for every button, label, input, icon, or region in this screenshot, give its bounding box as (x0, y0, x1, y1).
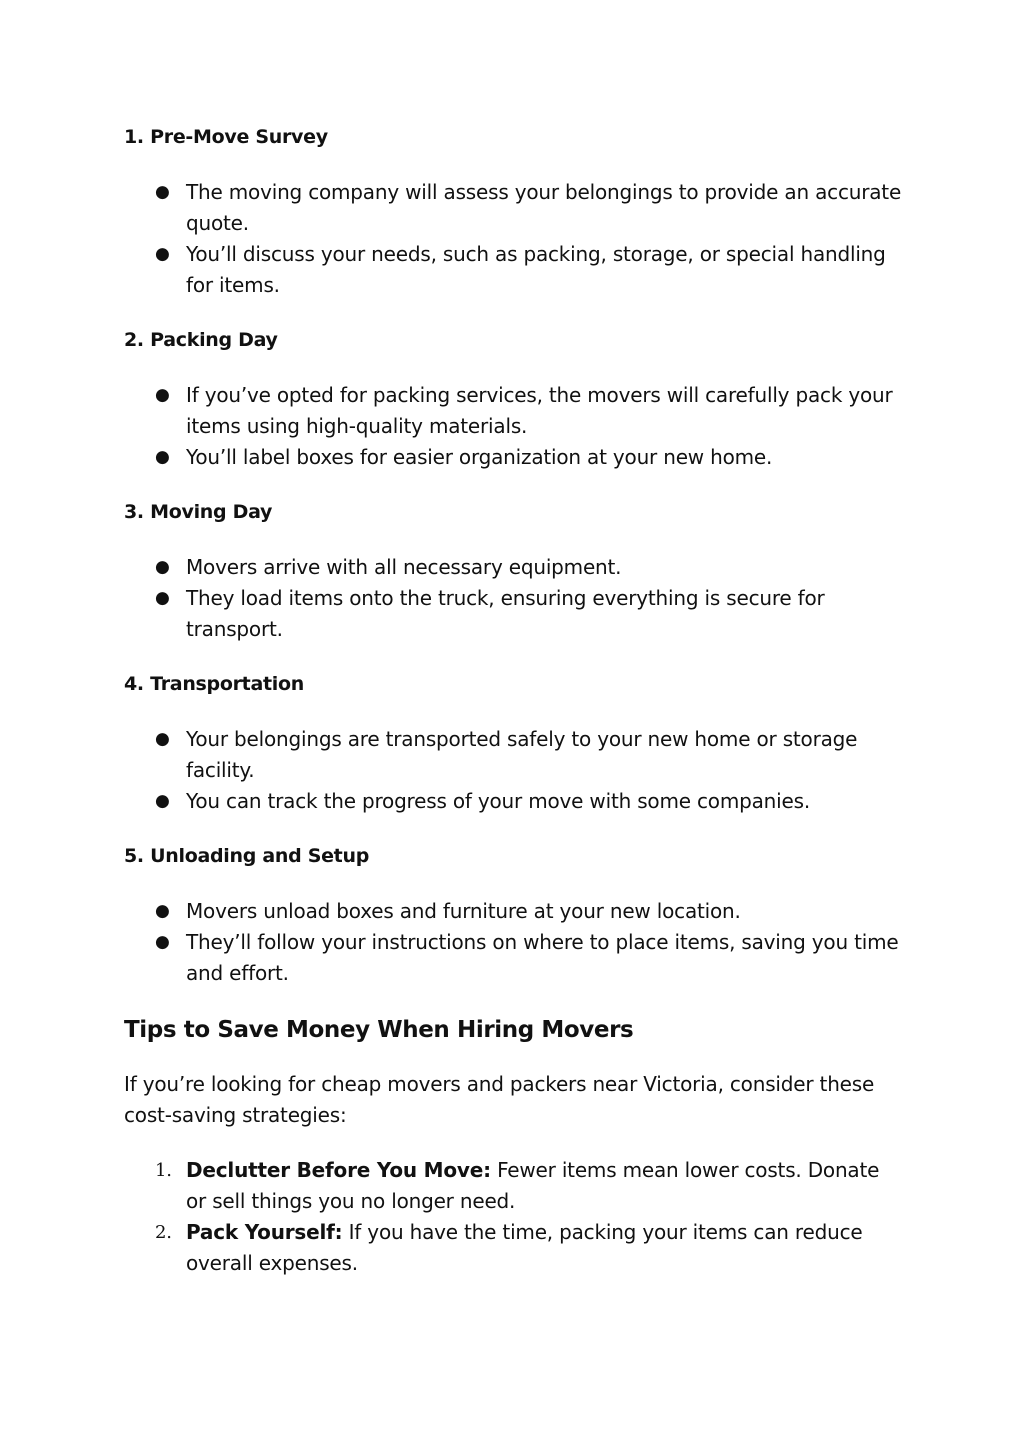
bullet-list (124, 896, 904, 989)
bullet-icon: ● (155, 729, 170, 749)
tip-text: Fewer items mean lower costs. Donate or sell things you no longer need. (186, 1158, 880, 1213)
list-item-text: You can track the progress of your move with some companies. (186, 789, 810, 813)
list-item-text: They’ll follow your instructions on where to place items, saving you time and effort. (186, 930, 899, 985)
list-item-text: You’ll label boxes for easier organization at your new home. (186, 445, 773, 469)
list-item (124, 552, 904, 583)
list-item-text: Movers unload boxes and furniture at your new location. (186, 899, 741, 923)
list-item-text: The moving company will assess your belongings to provide an accurate quote. (186, 180, 902, 235)
bullet-list (124, 552, 904, 645)
list-item (124, 442, 904, 473)
list-item (124, 583, 904, 645)
numbered-list-item (124, 1217, 904, 1279)
list-item-text: You’ll discuss your needs, such as packing, storage, or special handling for items. (186, 242, 886, 297)
section-title-tips: Tips to Save Money When Hiring Movers (124, 1017, 634, 1043)
bullet-icon: ● (155, 557, 170, 577)
tip-text: If you have the time, packing your items can reduce overall expenses. (186, 1220, 863, 1275)
list-item (124, 380, 904, 442)
bullet-icon: ● (155, 244, 170, 264)
bullet-icon: ● (155, 588, 170, 608)
step-heading-packing-day: 2. Packing Day (124, 329, 278, 351)
bullet-list (124, 724, 904, 817)
bullet-icon: ● (155, 791, 170, 811)
list-item (124, 927, 904, 989)
list-item-text: If you’ve opted for packing services, the movers will carefully pack your items using high-quality materials. (186, 383, 893, 438)
tip-bold-lead: Pack Yourself: (186, 1220, 343, 1244)
step-heading-unloading-setup: 5. Unloading and Setup (124, 845, 369, 867)
list-item (124, 724, 904, 786)
numbered-list (124, 1155, 904, 1279)
bullet-icon: ● (155, 182, 170, 202)
list-item-text: They load items onto the truck, ensuring everything is secure for transport. (186, 586, 825, 641)
step-heading-moving-day: 3. Moving Day (124, 501, 273, 523)
bullet-icon: ● (155, 447, 170, 467)
bullet-list (124, 177, 904, 301)
list-number: 1. (155, 1160, 172, 1181)
bullet-list (124, 380, 904, 473)
list-item (124, 239, 904, 301)
list-item (124, 177, 904, 239)
numbered-list-item (124, 1155, 904, 1217)
list-item (124, 786, 904, 817)
tips-intro-paragraph: If you’re looking for cheap movers and packers near Victoria, consider these cost-saving strategies: (124, 1072, 875, 1127)
bullet-icon: ● (155, 932, 170, 952)
list-item-text: Your belongings are transported safely to your new home or storage facility. (186, 727, 858, 782)
document-page (124, 122, 904, 1303)
list-item (124, 896, 904, 927)
bullet-icon: ● (155, 385, 170, 405)
tip-bold-lead: Declutter Before You Move: (186, 1158, 491, 1182)
step-heading-transportation: 4. Transportation (124, 673, 304, 695)
list-item-text: Movers arrive with all necessary equipment. (186, 555, 622, 579)
bullet-icon: ● (155, 901, 170, 921)
list-number: 2. (155, 1222, 172, 1243)
step-heading-pre-move-survey: 1. Pre-Move Survey (124, 126, 328, 148)
